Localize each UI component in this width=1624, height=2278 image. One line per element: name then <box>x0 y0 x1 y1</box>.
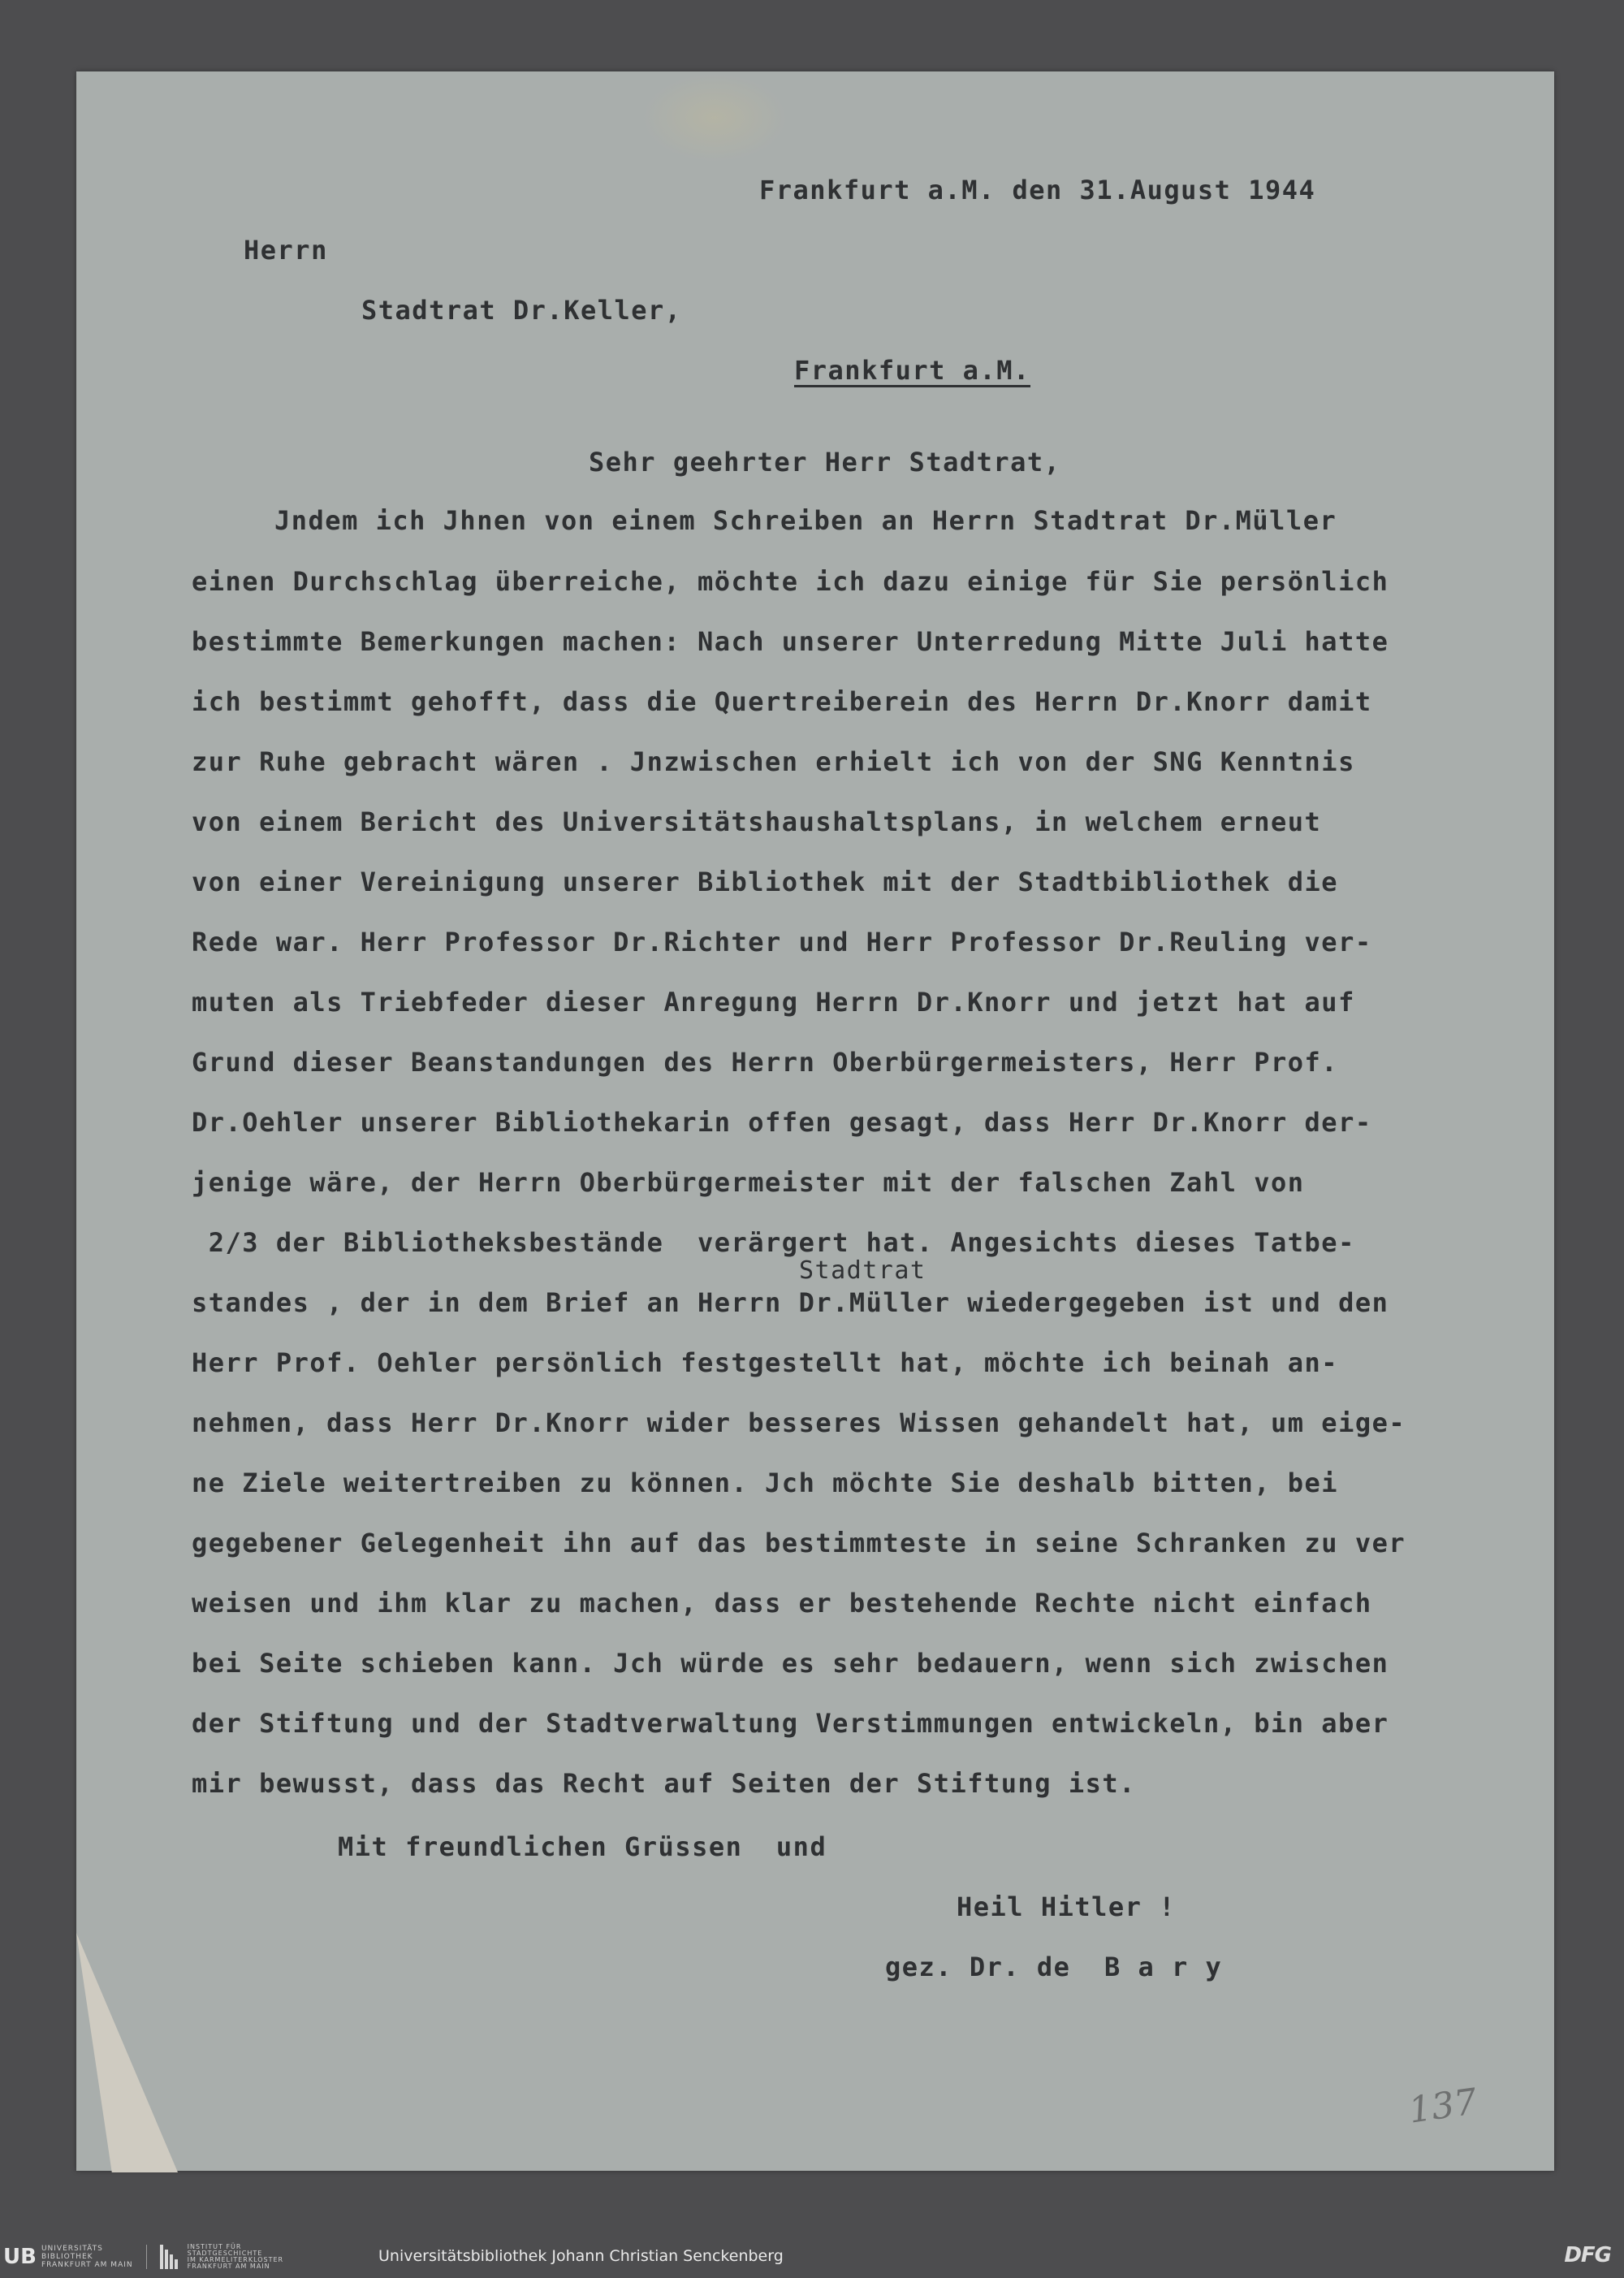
body-line: bestimmte Bemerkungen machen: Nach unserer Unterredung Mitte Juli hatte <box>192 626 1389 657</box>
body-line: Grund dieser Beanstandungen des Herrn Oberbürgermeisters, Herr Prof. <box>192 1047 1339 1078</box>
body-line: einen Durchschlag überreiche, möchte ich dazu einige für Sie persönlich <box>192 566 1389 597</box>
dfg-logo: DFG <box>1564 2243 1611 2267</box>
body-line: zur Ruhe gebracht wären . Jnzwischen erhielt ich von der SNG Kenntnis <box>192 746 1355 777</box>
body-line: der Stiftung und der Stadtverwaltung Verstimmungen entwickeln, bin aber <box>192 1708 1389 1739</box>
body-line: jenige wäre, der Herrn Oberbürgermeister mit der falschen Zahl von <box>192 1167 1305 1198</box>
logo-divider <box>146 2245 147 2269</box>
recipient-salutation: Herrn <box>244 235 328 266</box>
body-line: von einem Bericht des Universitätshaushaltsplans, in welchem erneut <box>192 806 1322 837</box>
salute: Heil Hitler ! <box>957 1891 1176 1922</box>
footer-bar <box>0 2235 1624 2278</box>
body-line: von einer Vereinigung unserer Bibliothek mit der Stadtbibliothek die <box>192 867 1339 897</box>
body-line: bei Seite schieben kann. Jch würde es sehr bedauern, wenn sich zwischen <box>192 1648 1389 1679</box>
body-line: Rede war. Herr Professor Dr.Richter und Herr Professor Dr.Reuling ver- <box>192 927 1372 957</box>
body-line: standes , der in dem Brief an Herrn Dr.Müller wiedergegeben ist und den <box>192 1287 1389 1318</box>
footer-logos <box>3 2245 283 2269</box>
body-line: Dr.Oehler unserer Bibliothekarin offen gesagt, dass Herr Dr.Knorr der- <box>192 1107 1372 1138</box>
body-line: muten als Triebfeder dieser Anregung Herrn Dr.Knorr und jetzt hat auf <box>192 987 1355 1018</box>
body-line: weisen und ihm klar zu machen, dass er bestehende Rechte nicht einfach <box>192 1588 1372 1619</box>
footer-title: Universitätsbibliothek Johann Christian Senckenberg <box>378 2247 784 2265</box>
greeting: Sehr geehrter Herr Stadtrat, <box>589 447 1061 478</box>
recipient-name: Stadtrat Dr.Keller, <box>361 295 682 326</box>
signature: gez. Dr. de B a r y <box>885 1952 1223 1982</box>
body-line: ich bestimmt gehofft, dass die Quertreiberein des Herrn Dr.Knorr damit <box>192 686 1372 717</box>
closing: Mit freundlichen Grüssen und <box>338 1831 827 1862</box>
body-line: gegebener Gelegenheit ihn auf das bestimmteste in seine Schranken zu ver <box>192 1528 1406 1558</box>
ub-logo: UB <box>3 2245 37 2269</box>
body-line: nehmen, dass Herr Dr.Knorr wider besseres Wissen gehandelt hat, um eige- <box>192 1407 1406 1438</box>
date-line: Frankfurt a.M. den 31.August 1944 <box>759 175 1316 205</box>
interlinear-insert: Stadtrat <box>799 1256 926 1285</box>
ub-logo-subtitle: UNIVERSITÄTS BIBLIOTHEK FRANKFURT AM MAIN <box>41 2245 133 2269</box>
recipient-city: Frankfurt a.M. <box>794 355 1030 386</box>
body-line: Herr Prof. Oehler persönlich festgestellt hat, möchte ich beinah an- <box>192 1347 1339 1378</box>
folio-number: 137 <box>1406 2081 1480 2132</box>
body-line: mir bewusst, dass das Recht auf Seiten der Stiftung ist. <box>192 1768 1136 1799</box>
paper-stain <box>641 73 788 162</box>
isg-logo-icon <box>160 2245 183 2269</box>
isg-logo-subtitle: INSTITUT FÜR STADTGESCHICHTE IM KARMELITERKLOSTER FRANKFURT AM MAIN <box>187 2243 284 2270</box>
body-line: ne Ziele weitertreiben zu können. Jch möchte Sie deshalb bitten, bei <box>192 1468 1339 1498</box>
body-line: Jndem ich Jhnen von einem Schreiben an Herrn Stadtrat Dr.Müller <box>274 505 1337 536</box>
body-line: 2/3 der Bibliotheksbestände verärgert hat. Angesichts dieses Tatbe- <box>192 1227 1355 1258</box>
